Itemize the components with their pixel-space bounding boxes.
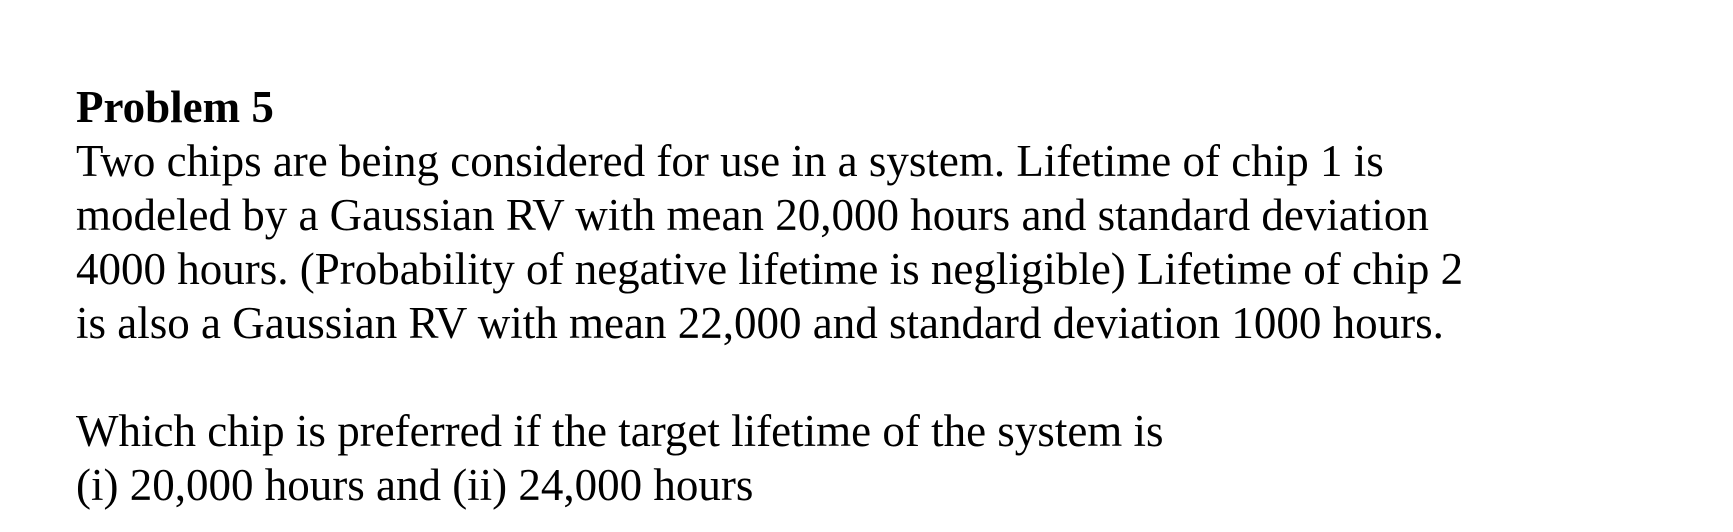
problem-document <box>76 80 1696 512</box>
statement-line-2: modeled by a Gaussian RV with mean 20,000 hours and standard deviation <box>76 190 1429 240</box>
question-line-2: (i) 20,000 hours and (ii) 24,000 hours <box>76 460 754 510</box>
problem-title: Problem 5 <box>76 82 274 132</box>
problem-statement-paragraph <box>76 134 1696 350</box>
statement-line-4: is also a Gaussian RV with mean 22,000 and standard deviation 1000 hours. <box>76 298 1444 348</box>
statement-line-3: 4000 hours. (Probability of negative lifetime is negligible) Lifetime of chip 2 <box>76 244 1464 294</box>
statement-line-1: Two chips are being considered for use in a system. Lifetime of chip 1 is <box>76 136 1384 186</box>
problem-question-paragraph <box>76 404 1696 512</box>
paragraph-spacer <box>76 350 1696 404</box>
question-line-1: Which chip is preferred if the target lifetime of the system is <box>76 406 1164 456</box>
